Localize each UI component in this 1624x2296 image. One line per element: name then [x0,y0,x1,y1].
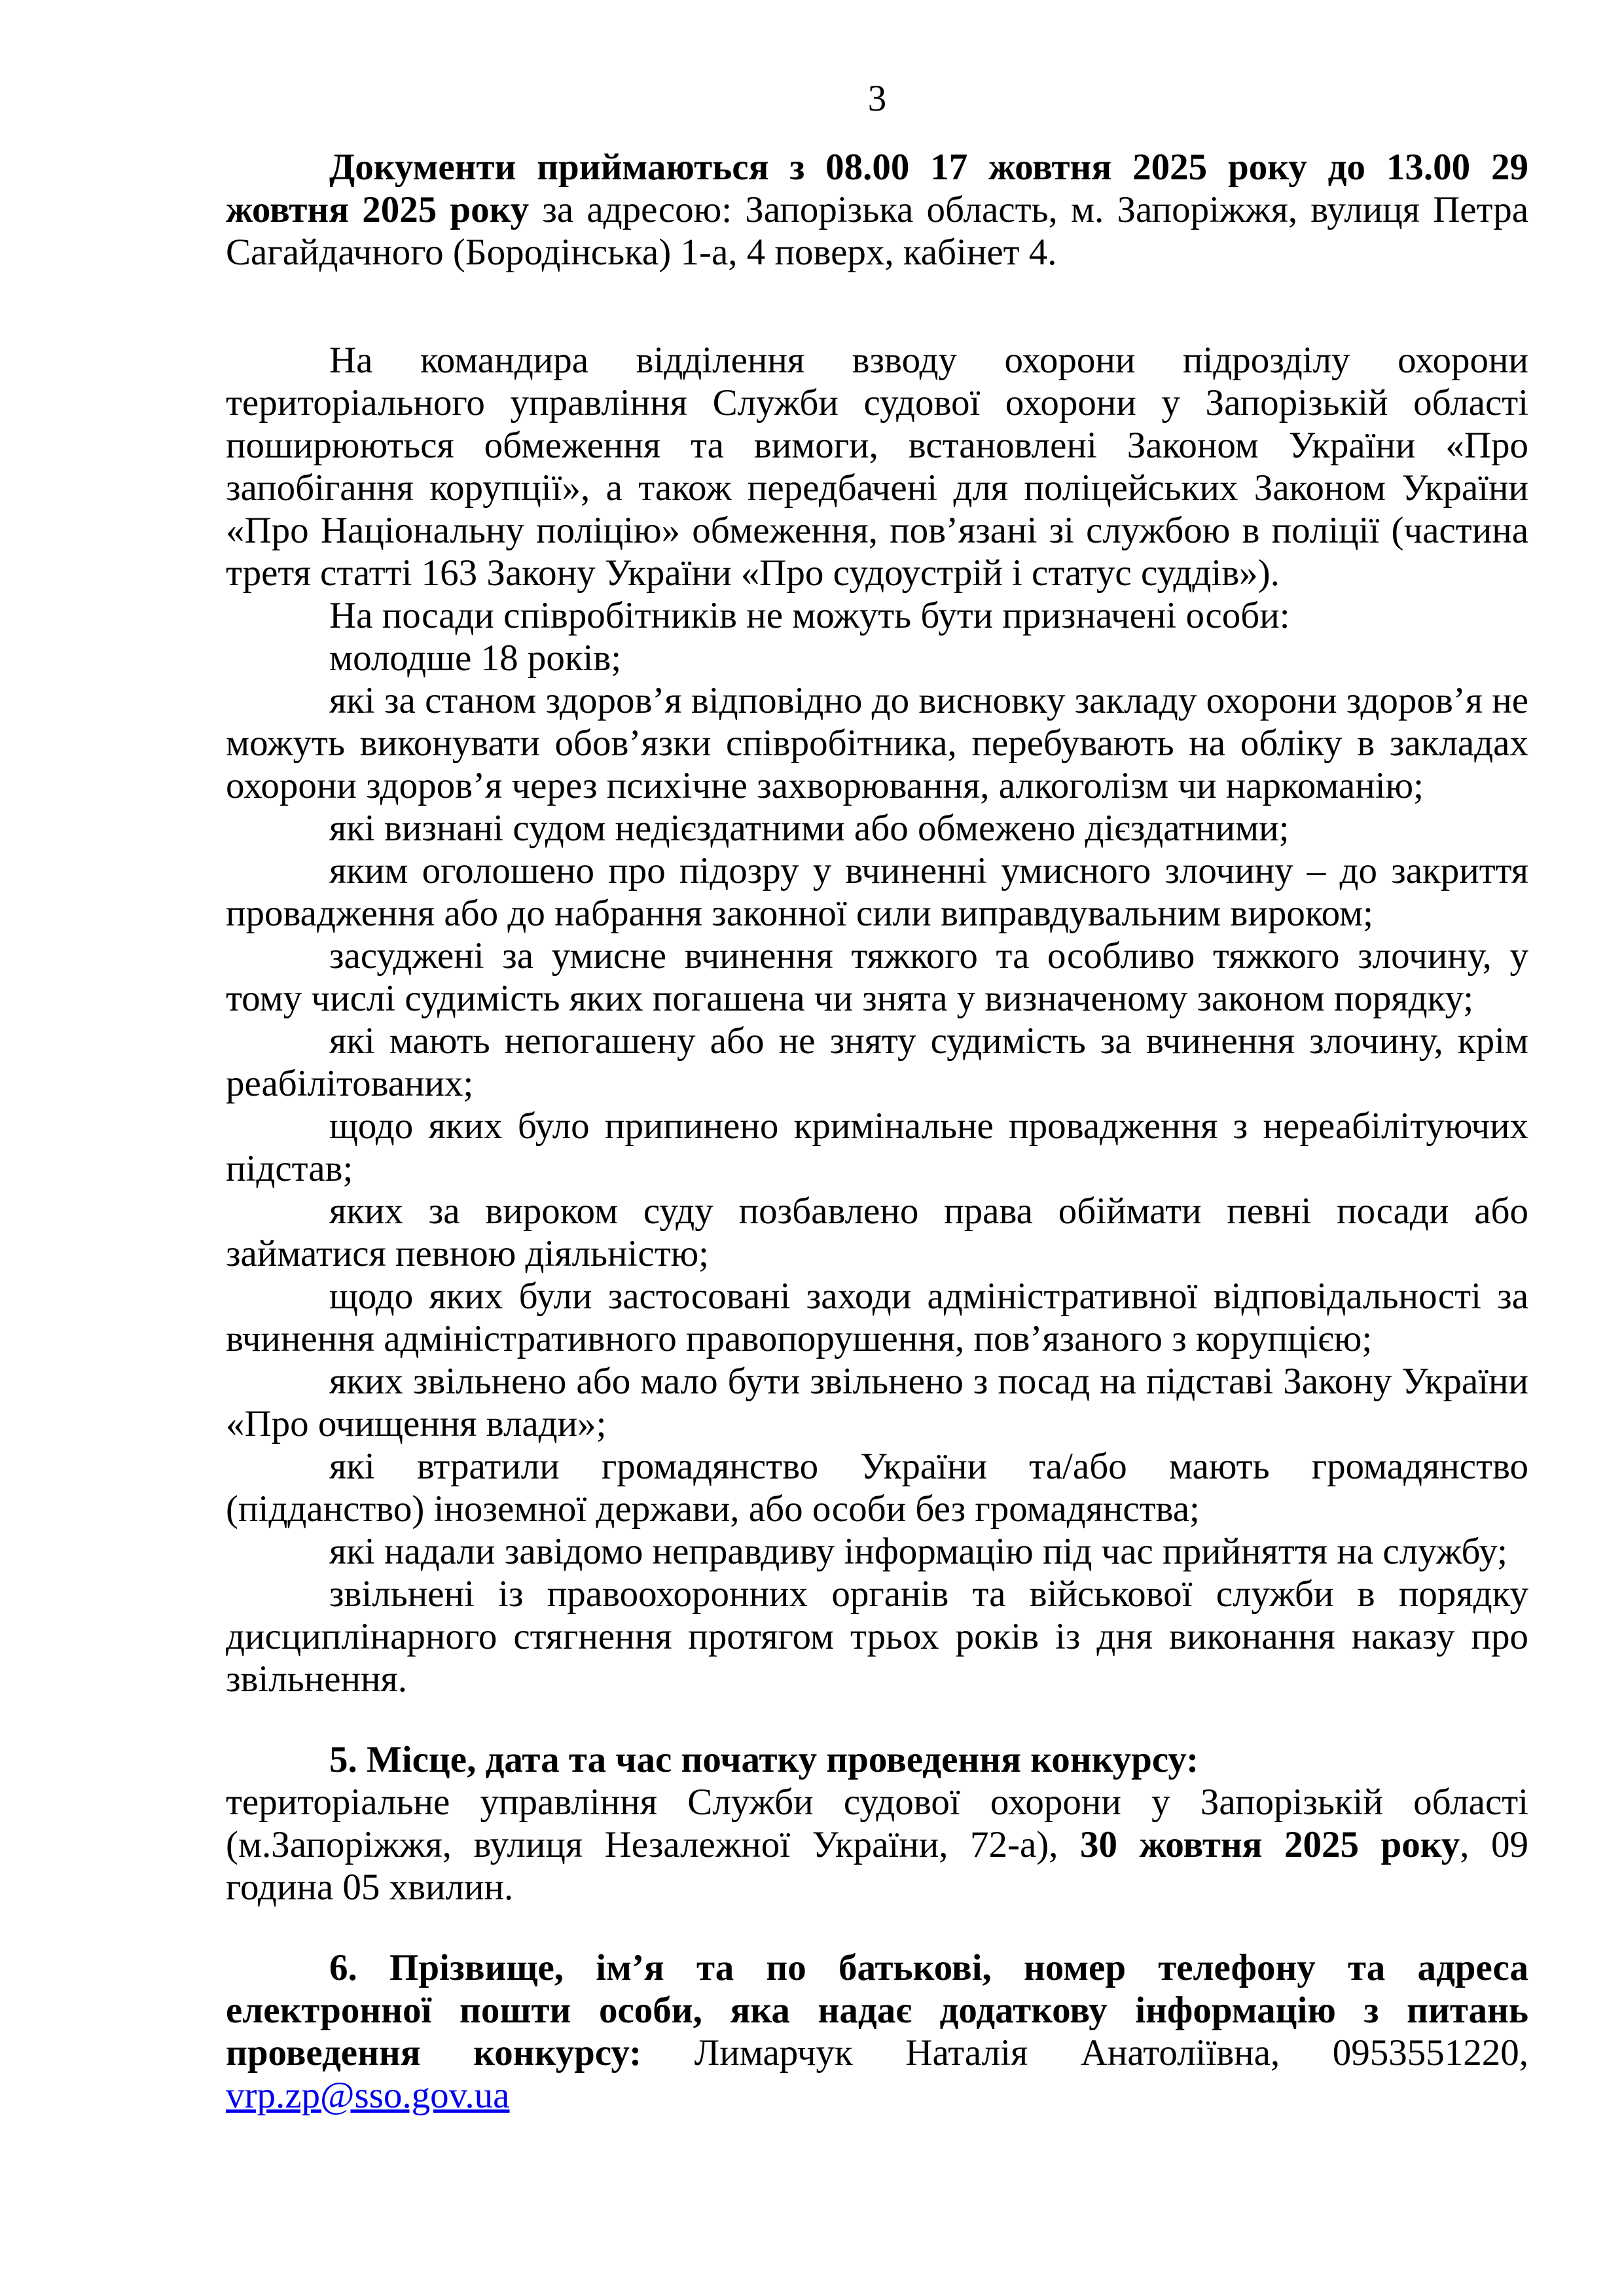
section-6-heading-and-contact [226,1946,1528,2117]
paragraph-cannot-be-appointed-intro [226,594,1528,637]
bold-text-run: 6. Прізвище, ім’я та по батькові, номер телефону та адреса електронної пошти особи, яка надає додаткову інформацію з питань проведення конкурсу: [226,1947,1528,2073]
bold-text-run: 5. Місце, дата та час початку проведення конкурсу: [329,1739,1199,1780]
text-run: які за станом здоров’я відповідно до висновку закладу охорони здоров’я не можуть виконувати обов’язки співробітника, перебувають на обліку в закладах охорони здоров’я через психічне захворювання, алкоголізм чи наркоманію; [226,680,1528,806]
list-item-dismissed [226,1573,1528,1700]
text-run: які мають непогашену або не зняту судимість за вчинення злочину, крім реабілітованих; [226,1020,1528,1104]
list-item-health [226,679,1528,807]
text-run: молодше 18 років; [329,637,622,679]
list-item-false-information [226,1530,1528,1573]
text-run: які визнані судом недієздатними або обмежено дієздатними; [329,808,1290,849]
text-run: яких за вироком суду позбавлено права обіймати певні посади або займатися певною діяльністю; [226,1191,1528,1274]
text-run: На посади співробітників не можуть бути призначені особи: [329,595,1290,636]
paragraph-competition-place [226,1781,1528,1909]
list-item-terminated-proceedings [226,1105,1528,1190]
text-run: за адресою: Запорізька область, м. Запоріжжя, вулиця Петра Сагайдачного (Бородінська) 1-а, 4 поверх, кабінет 4. [226,189,1528,273]
list-item-suspicion [226,850,1528,935]
text-run: , 09 година 05 хвилин. [226,1824,1528,1908]
list-item-deprived-right [226,1190,1528,1275]
text-run: щодо яких були застосовані заходи адміністративної відповідальності за вчинення адміністративного правопорушення, пов’язаного з корупцією; [226,1276,1528,1359]
bold-text-run: Документи приймаються з 08.00 17 жовтня 2025 року до 13.00 29 жовтня 2025 року [226,147,1528,230]
text-run: яким оголошено про підозру у вчиненні умисного злочину – до закриття провадження або до набрання законної сили виправдувальним вироком; [226,850,1528,934]
list-item-criminal-record [226,1020,1528,1105]
list-item-lustration [226,1360,1528,1445]
list-item-incapacitated [226,807,1528,850]
document-body [226,146,1528,2117]
paragraph-documents-accepted [226,146,1528,274]
text-run: щодо яких було припинено кримінальне провадження з нереабілітуючих підстав; [226,1105,1528,1189]
list-item-convicted [226,935,1528,1020]
text-run: засуджені за умисне вчинення тяжкого та особливо тяжкого злочину, у тому числі судимість яких погашена чи знята у визначеному законом порядку; [226,935,1528,1019]
text-run: звільнені із правоохоронних органів та військової служби в порядку дисциплінарного стягнення протягом трьох років із дня виконання наказу про звільнення. [226,1573,1528,1700]
list-item-citizenship [226,1445,1528,1530]
text-run: які втратили громадянство України та/або мають громадянство (підданство) іноземної держави, або особи без громадянства; [226,1446,1528,1530]
text-run: Лимарчук Наталія Анатоліївна, 0953551220, [694,2032,1528,2073]
text-run: територіальне управління Служби судової охорони у Запорізькій області (м.Запоріжжя, вулиця Незалежної України, 72-а), [226,1782,1528,1865]
section-5-heading [226,1738,1528,1781]
list-item-under-18 [226,637,1528,679]
email-link[interactable]: vrp.zp@sso.gov.ua [226,2075,510,2116]
bold-text-run: 30 жовтня 2025 року [1079,1824,1460,1865]
page-number: 3 [867,78,887,119]
text-run: На командира відділення взводу охорони підрозділу охорони територіального управління Служби судової охорони у Запорізькій області поширюються обмеження та вимоги, встановлені Законом України «Про запобігання корупції», а також передбачені для поліцейських Законом України «Про Національну поліцію» обмеження, пов’язані зі службою в поліції (частина третя статті 163 Закону України «Про судоустрій і статус суддів»). [226,340,1528,594]
paragraph-restrictions [226,339,1528,594]
list-item-administrative-liability [226,1275,1528,1360]
text-run: яких звільнено або мало бути звільнено з посад на підставі Закону України «Про очищення влади»; [226,1361,1528,1444]
text-run: які надали завідомо неправдиву інформацію під час прийняття на службу; [329,1531,1507,1572]
